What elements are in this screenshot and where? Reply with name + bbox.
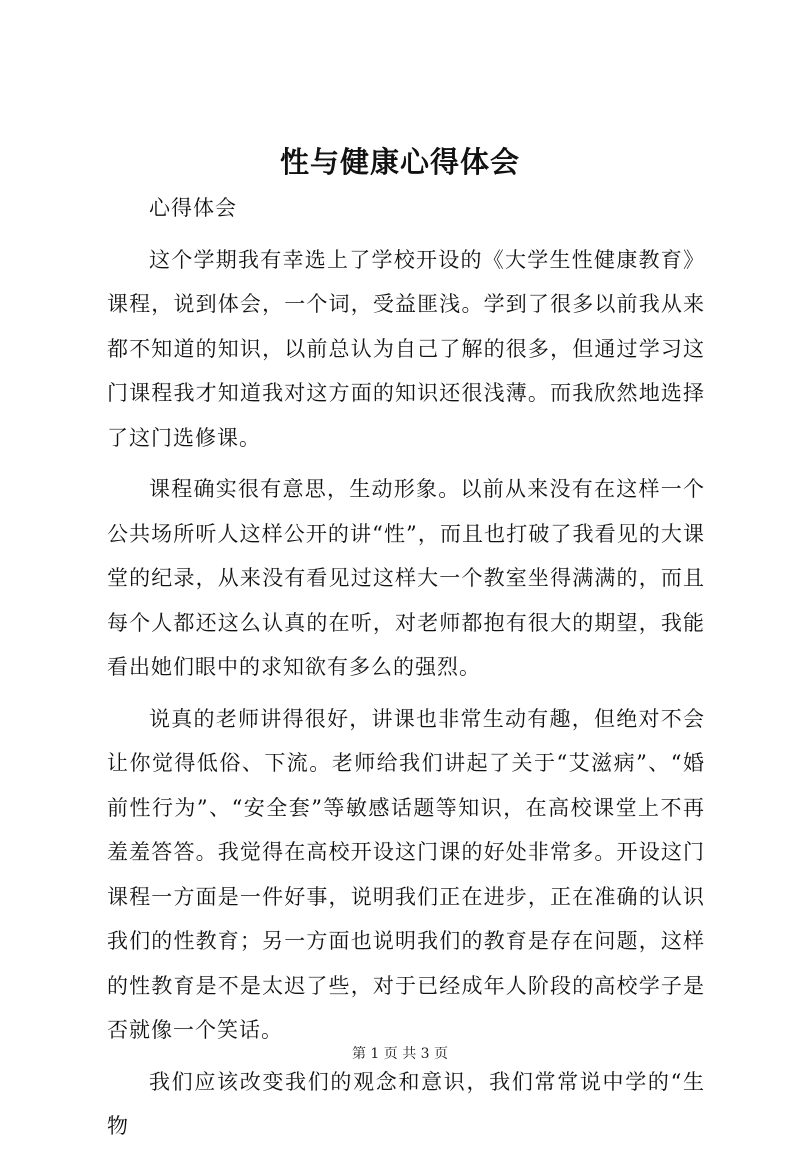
paragraph: 我们应该改变我们的观念和意识，我们常常说中学的“生物 [107, 1069, 705, 1138]
paragraph: 课程确实很有意思，生动形象。以前从来没有在这样一个公共场所听人这样公开的讲“性”，而且也打破了我看见的大课堂的纪录，从来没有看见过这样大一个教室坐得满满的，而且每个人都还这么认真的在听，对老师都抱有很大的期望，我能看出她们眼中的求知欲有多么的强烈。 [107, 477, 705, 679]
paragraph: 这个学期我有幸选上了学校开设的《大学生性健康教育》课程，说到体会，一个词，受益匪浅。学到了很多以前我从来都不知道的知识，以前总认为自己了解的很多，但通过学习这门课程我才知道我对这方面的知识还很浅薄。而我欣然地选择了这门选修课。 [107, 247, 705, 450]
document-title: 性与健康心得体会 [279, 145, 520, 179]
page-footer: 第 1 页 共 3 页 [351, 1046, 449, 1062]
paragraph-heading: 心得体会 [149, 196, 237, 220]
document-body [107, 186, 705, 1149]
paragraph: 说真的老师讲得很好，讲课也非常生动有趣，但绝对不会让你觉得低俗、下流。老师给我们讲起了关于“艾滋病”、“婚前性行为”、“安全套”等敏感话题等知识，在高校课堂上不再羞羞答答。我觉得在高校开设这门课的好处非常多。开设这门课程一方面是一件好事，说明我们正在进步，正在准确的认识我们的性教育；另一方面也说明我们的教育是存在问题，这样的性教育是不是太迟了些，对于已经成年人阶段的高校学子是否就像一个笑话。 [107, 706, 705, 1042]
